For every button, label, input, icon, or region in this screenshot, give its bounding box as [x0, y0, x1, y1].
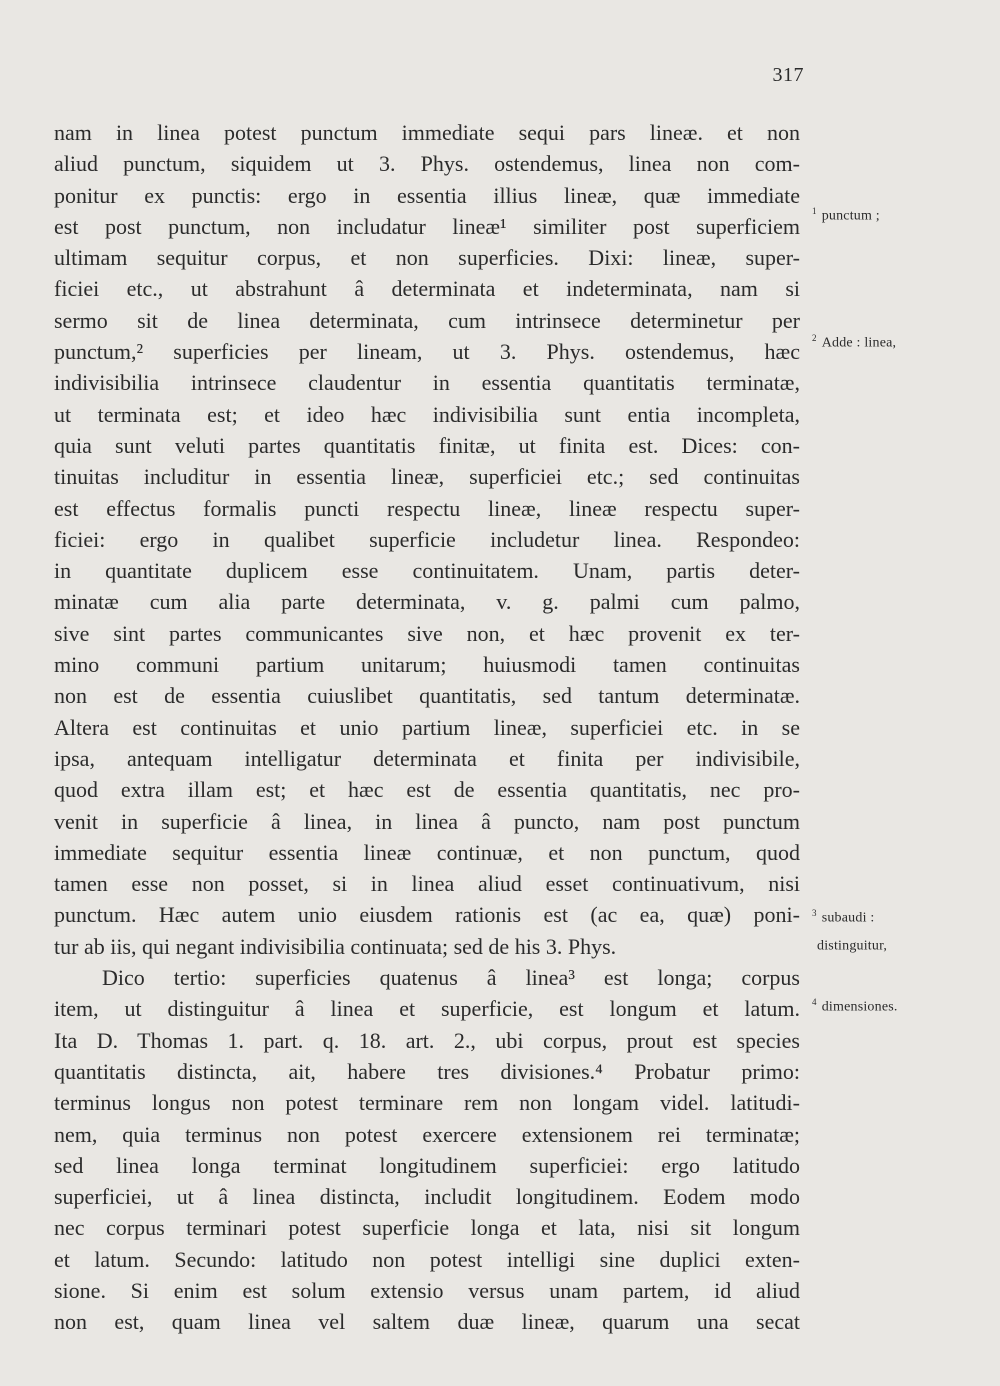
- margin-note: [812, 206, 880, 225]
- margin-note: [812, 333, 896, 352]
- text-line: ipsa, antequam intelligatur determinata et finita per indivisibile,: [54, 745, 800, 771]
- note-marker: 2: [812, 333, 817, 343]
- text-line: ficiei: ergo in qualibet superficie includetur linea. Respondeo:: [54, 526, 800, 552]
- note-text: distinguitur,: [817, 938, 888, 954]
- text-line: minatæ cum alia parte determinata, v. g. palmi cum palmo,: [54, 589, 800, 615]
- text-line: mino communi partium unitarum; huiusmodi tamen continuitas: [54, 652, 800, 678]
- note-marker: 1: [812, 206, 817, 216]
- text-line: quia sunt veluti partes quantitatis finitæ, ut finita est. Dices: con-: [54, 432, 800, 458]
- note-marker: 4: [812, 997, 817, 1007]
- margin-note: [812, 936, 887, 955]
- text-line: aliud punctum, siquidem ut 3. Phys. ostendemus, linea non com-: [54, 151, 800, 177]
- text-line: nam in linea potest punctum immediate sequi pars lineæ. et non: [54, 120, 800, 145]
- text-line: quod extra illam est; et hæc est de essentia quantitatis, nec pro-: [54, 777, 800, 803]
- text-line: immediate sequitur essentia lineæ continuæ, et non punctum, quod: [54, 839, 800, 865]
- margin-note: [812, 997, 898, 1016]
- text-line: non est de essentia cuiuslibet quantitatis, sed tantum determinatæ.: [54, 683, 800, 709]
- text-line: punctum,² superficies per lineam, ut 3. Phys. ostendemus, hæc: [54, 339, 800, 365]
- text-line: ut terminata est; et ideo hæc indivisibilia sunt entia incompleta,: [54, 401, 800, 427]
- text-line: tamen esse non posset, si in linea aliud esset continuativum, nisi: [54, 871, 800, 897]
- text-line: et latum. Secundo: latitudo non potest intelligi sine duplici exten-: [54, 1246, 800, 1272]
- text-line: non est, quam linea vel saltem duæ lineæ, quarum una secat: [54, 1309, 800, 1335]
- text-line: superficiei, ut â linea distincta, includit longitudinem. Eodem modo: [54, 1184, 800, 1210]
- text-line: tinuitas includitur in essentia lineæ, superficiei etc.; sed continuitas: [54, 464, 800, 490]
- text-line: terminus longus non potest terminare rem non longam videl. latitudi-: [54, 1090, 800, 1116]
- text-line: tur ab iis, qui negant indivisibilia continuata; sed de his 3. Phys.: [54, 933, 617, 959]
- note-text: subaudi :: [821, 910, 875, 926]
- note-text: punctum ;: [821, 208, 880, 224]
- margin-note: [812, 908, 874, 927]
- text-line: ultimam sequitur corpus, et non superficies. Dixi: lineæ, super-: [54, 245, 800, 271]
- text-line: est post punctum, non includatur lineæ¹ similiter post superficiem: [54, 213, 800, 239]
- text-line: sermo sit de linea determinata, cum intrinsece determinetur per: [54, 307, 800, 333]
- text-line: nec corpus terminari potest superficie longa et lata, nisi sit longum: [54, 1215, 800, 1241]
- text-line: in quantitate duplicem esse continuitatem. Unam, partis deter-: [54, 558, 800, 584]
- text-line: sione. Si enim est solum extensio versus unam partem, id aliud: [54, 1277, 800, 1303]
- text-line: est effectus formalis puncti respectu lineæ, lineæ respectu super-: [54, 495, 800, 521]
- text-line: punctum. Hæc autem unio eiusdem rationis est (ac ea, quæ) poni-: [54, 902, 800, 928]
- note-marker: 3: [812, 908, 817, 918]
- text-line: nem, quia terminus non potest exercere extensionem rei terminatæ;: [54, 1121, 800, 1147]
- text-line: indivisibilia intrinsece claudentur in essentia quantitatis terminatæ,: [54, 370, 800, 396]
- note-text: dimensiones.: [821, 999, 898, 1015]
- text-line: Altera est continuitas et unio partium lineæ, superficiei etc. in se: [54, 714, 800, 740]
- text-line: item, ut distinguitur â linea et superficie, est longum et latum.: [54, 996, 800, 1022]
- paragraph-start-line: Dico tertio: superficies quatenus â linea³ est longa; corpus: [102, 965, 800, 991]
- note-text: Adde : linea,: [821, 335, 897, 351]
- text-line: sive sint partes communicantes sive non, et hæc provenit ex ter-: [54, 620, 800, 646]
- text-line: venit in superficie â linea, in linea â puncto, nam post punctum: [54, 808, 800, 834]
- text-line: quantitatis distincta, ait, habere tres divisiones.⁴ Probatur primo:: [54, 1058, 800, 1084]
- page-number: 317: [772, 64, 804, 86]
- text-line: Ita D. Thomas 1. part. q. 18. art. 2., ubi corpus, prout est species: [54, 1027, 800, 1053]
- text-line: sed linea longa terminat longitudinem superficiei: ergo latitudo: [54, 1152, 800, 1178]
- text-line: ficiei etc., ut abstrahunt â determinata et indeterminata, nam si: [54, 276, 800, 302]
- main-text: [54, 117, 800, 1338]
- text-line: ponitur ex punctis: ergo in essentia illius lineæ, quæ immediate: [54, 182, 800, 208]
